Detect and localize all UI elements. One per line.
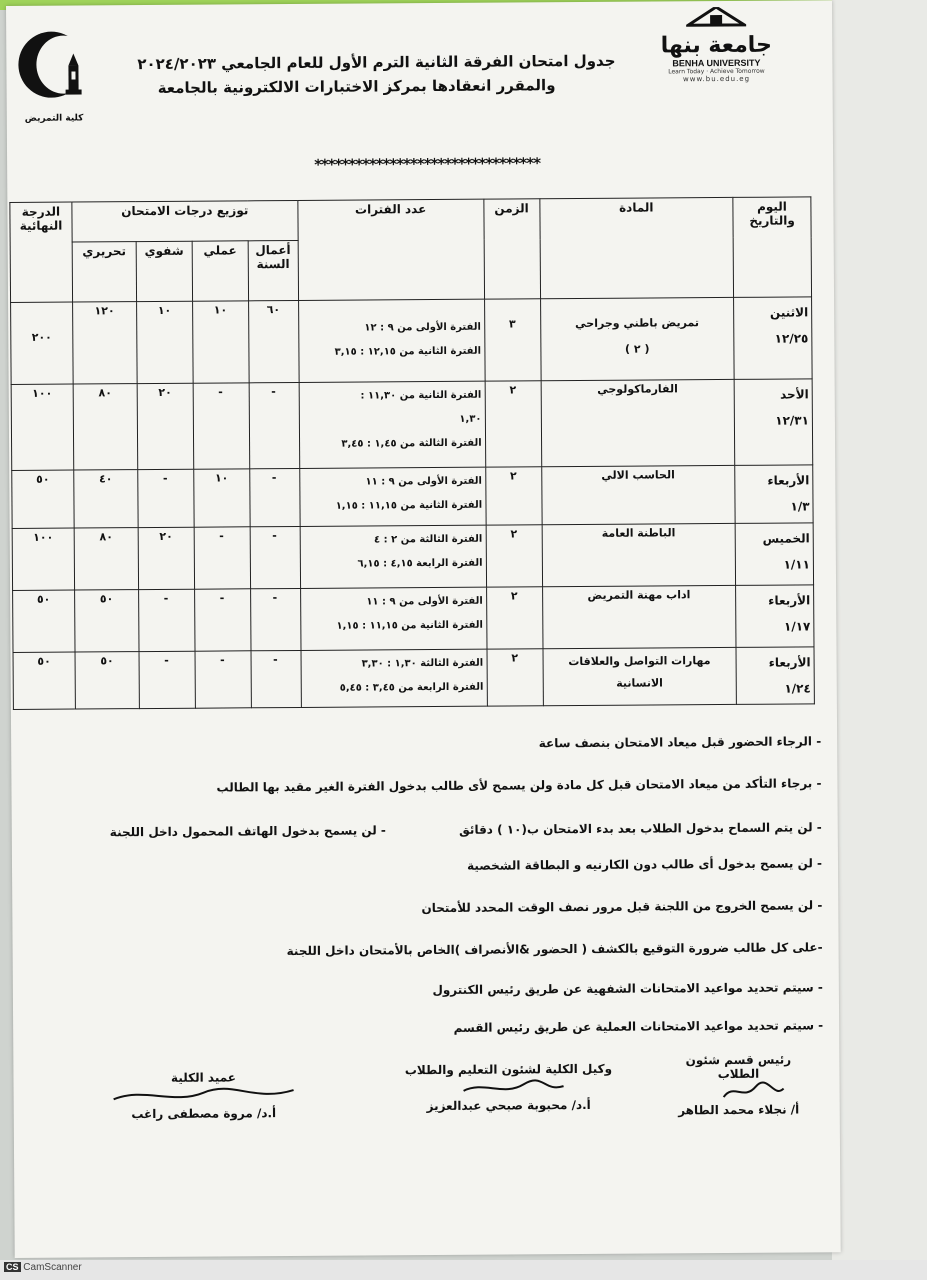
row-practical: - — [193, 383, 250, 469]
note-item: - سيتم تحديد مواعيد الامتحانات الشفهية عن طريق رئيس الكنترول — [432, 980, 823, 998]
row-written: ٨٠ — [73, 384, 138, 470]
row-oral: ٢٠ — [138, 527, 194, 589]
scanner-footer — [0, 1260, 927, 1280]
camscanner-badge: CS — [6, 1262, 19, 1272]
row-subject: تمريض باطني وجراحي — [575, 316, 700, 331]
signature-name: أ.د/ محبوبة صبحي عبدالعزيز — [426, 1097, 591, 1114]
row-subject: مهارات التواصل والعلاقات — [568, 654, 711, 669]
signature-dean — [93, 1070, 313, 1122]
signature-name: أ.د/ مروة مصطفى راغب — [131, 1106, 277, 1122]
row-period-2: الفترة الرابعة من ٣,٤٥ : ٥,٤٥ — [339, 681, 484, 694]
header-year-work: أعمال السنة — [248, 240, 298, 300]
row-written: ٤٠ — [74, 470, 138, 528]
signature-student-affairs — [663, 1052, 813, 1117]
table-row — [12, 523, 813, 591]
faculty-logo — [16, 29, 97, 130]
row-date: ١/١٧ — [783, 619, 811, 634]
row-written: ٨٠ — [74, 528, 138, 590]
row-oral: - — [139, 651, 195, 708]
row-date: ١٢/٣١ — [775, 413, 809, 428]
row-period-1: الفترة الأولى من ٩ : ١٢ — [364, 321, 481, 334]
signature-name: أ/ نجلاء محمد الطاهر — [678, 1102, 800, 1118]
row-subject: الحاسب الالي — [541, 465, 735, 524]
row-time: ٢ — [486, 525, 542, 587]
row-oral: - — [138, 469, 194, 527]
stars-divider: ********************************* — [314, 154, 541, 174]
note-item: - سيتم تحديد مواعيد الامتحانات العملية عن طريق رئيس القسم — [453, 1018, 824, 1035]
exam-schedule-table — [9, 196, 815, 710]
table-row — [13, 585, 814, 653]
signature-title: وكيل الكلية لشئون التعليم والطلاب — [404, 1061, 613, 1078]
row-date: ١/٢٤ — [784, 681, 811, 696]
row-year-work: - — [251, 650, 301, 707]
row-final: ٢٠٠ — [11, 302, 74, 384]
note-item: - برجاء التأكد من ميعاد الامتحان قبل كل مادة ولن يسمح لأى طالب بدخول الفترة الغير مقيد بها الطالب — [216, 776, 822, 795]
row-oral: ١٠ — [137, 301, 194, 383]
university-name-ar: جامعة بنها — [660, 32, 772, 59]
header-distribution: توزيع درجات الامتحان — [72, 200, 298, 242]
row-final: ٥٠ — [13, 652, 75, 709]
row-subject: الباطنة العامة — [542, 523, 736, 586]
handwritten-signature-icon — [664, 1080, 814, 1103]
university-phone: www.bu.edu.eg — [682, 74, 751, 84]
row-year-work: - — [249, 382, 300, 468]
signature-vice-dean — [393, 1062, 623, 1114]
row-final: ١٠٠ — [12, 528, 74, 590]
row-subject-extra: الانسانية — [616, 676, 663, 690]
note-item: - لن يسمح الخروج من اللجنة قبل مرور نصف الوقت المحدد للأمتحان — [421, 898, 823, 916]
row-year-work: - — [250, 526, 300, 588]
row-day: الأربعاء — [768, 593, 811, 608]
row-subject: الفارماكولوجي — [541, 379, 735, 466]
row-year-work: ٦٠ — [248, 300, 299, 382]
signature-title: عميد الكلية — [170, 1070, 236, 1085]
row-day: الأحد — [780, 387, 809, 402]
row-final: ١٠٠ — [11, 384, 74, 470]
title-line-1: جدول امتحان الفرقة الثانية الترم الأول للعام الجامعي ٢٠٢٤/٢٠٢٣ — [137, 51, 616, 74]
note-item: - لن يتم السماح بدخول الطلاب بعد بدء الامتحان ب(١٠ ) دقائق — [459, 820, 822, 837]
row-day: الخميس — [762, 531, 810, 546]
note-item: - الرجاء الحضور قبل ميعاد الامتحان بنصف ساعة — [538, 734, 822, 751]
row-day: الاثنين — [769, 305, 809, 320]
row-practical: ١٠ — [192, 301, 248, 383]
row-practical: - — [195, 651, 251, 708]
university-name-en: BENHA UNIVERSITY — [672, 57, 761, 69]
header-practical: عملي — [192, 241, 248, 301]
note-item-phone: - لن يسمح بدخول الهاتف المحمول داخل اللجنة — [109, 823, 386, 840]
signature-title: رئيس قسم شئون الطلاب — [685, 1052, 792, 1082]
row-period-1-cont: ١,٣٠ — [459, 413, 482, 425]
header-oral: شفوي — [136, 241, 192, 301]
row-period-2: الفترة الثانية من ١١,١٥ : ١,١٥ — [336, 619, 483, 632]
header-subject: المادة — [539, 197, 733, 298]
header-written: تحريري — [72, 242, 136, 302]
note-item: -على كل طالب ضرورة التوقيع بالكشف ( الحضور &الأنصراف )الخاص بالأمتحان داخل اللجنة — [286, 940, 823, 959]
instructions-list — [31, 734, 824, 1035]
row-date: ١٢/٢٥ — [774, 331, 809, 346]
row-period-1: الفترة الأولى من ٩ : ١١ — [366, 595, 483, 608]
row-period-1: الفترة الثانية من ١١,٣٠ : — [360, 389, 482, 402]
row-period-1: الفترة الثالثة من ٢ : ٤ — [373, 533, 483, 546]
header-final: الدرجة النهائية — [10, 202, 73, 302]
row-time: ٢ — [486, 587, 542, 649]
row-date: ١/٣ — [790, 499, 810, 514]
row-written: ٥٠ — [75, 590, 139, 652]
row-final: ٥٠ — [12, 470, 74, 528]
row-time: ٢ — [487, 649, 543, 706]
university-slogan: Learn Today · Achieve Tomorrow — [668, 67, 765, 76]
table-row — [12, 465, 813, 529]
row-practical: - — [194, 589, 250, 651]
background-paper — [832, 0, 927, 1260]
row-period-1: الفترة الأولى من ٩ : ١١ — [365, 475, 482, 488]
row-oral: - — [139, 589, 195, 651]
row-written: ٥٠ — [75, 652, 139, 709]
handwritten-signature-icon — [393, 1076, 623, 1100]
row-day: الأربعاء — [767, 473, 810, 488]
row-period-2: الفترة الرابعة ٤,١٥ : ٦,١٥ — [357, 557, 483, 570]
header-periods: عدد الفترات — [298, 199, 485, 300]
title-line-2: والمقرر انعقادها بمركز الاختبارات الالكترونية بالجامعة — [157, 76, 556, 97]
university-emblem-icon — [686, 7, 746, 29]
note-item: - لن يسمح بدخول أى طالب دون الكارنيه و البطاقة الشخصية — [466, 856, 823, 873]
table-row — [11, 379, 813, 471]
camscanner-text: CamScanner — [23, 1262, 82, 1273]
row-time: ٣ — [484, 299, 541, 381]
row-period-2: الفترة الثالثة من ١,٤٥ : ٣,٤٥ — [341, 437, 482, 450]
row-oral: ٢٠ — [137, 383, 194, 469]
faculty-name: كلية التمريض — [24, 113, 84, 124]
table-row — [13, 647, 814, 710]
row-period-2: الفترة الثانية من ١١,١٥ : ١,١٥ — [335, 499, 483, 512]
row-day: الأربعاء — [768, 655, 811, 670]
row-date: ١/١١ — [783, 557, 810, 572]
row-period-2: الفترة الثانية من ١٢,١٥ : ٣,١٥ — [334, 345, 482, 358]
row-practical: - — [194, 527, 250, 589]
row-period-1: الفترة الثالثة ١,٣٠ : ٣,٣٠ — [361, 657, 484, 670]
row-year-work: - — [250, 588, 300, 650]
header-time: الزمن — [483, 199, 540, 299]
document-page — [6, 0, 841, 1258]
handwritten-signature-icon — [94, 1084, 314, 1108]
row-subject-extra: ( ٢ ) — [624, 342, 650, 356]
table-row — [11, 297, 813, 385]
row-practical: ١٠ — [194, 469, 250, 527]
header-day: اليوم والتاريخ — [733, 197, 812, 298]
row-year-work: - — [250, 468, 300, 526]
row-time: ٢ — [485, 381, 542, 467]
row-written: ١٢٠ — [73, 302, 138, 384]
camscanner-label — [4, 1262, 82, 1273]
row-subject: اداب مهنة التمريض — [542, 585, 736, 648]
row-final: ٥٠ — [13, 590, 75, 652]
row-time: ٢ — [485, 467, 541, 525]
university-logo — [646, 7, 787, 98]
lamp-icon — [60, 51, 86, 95]
